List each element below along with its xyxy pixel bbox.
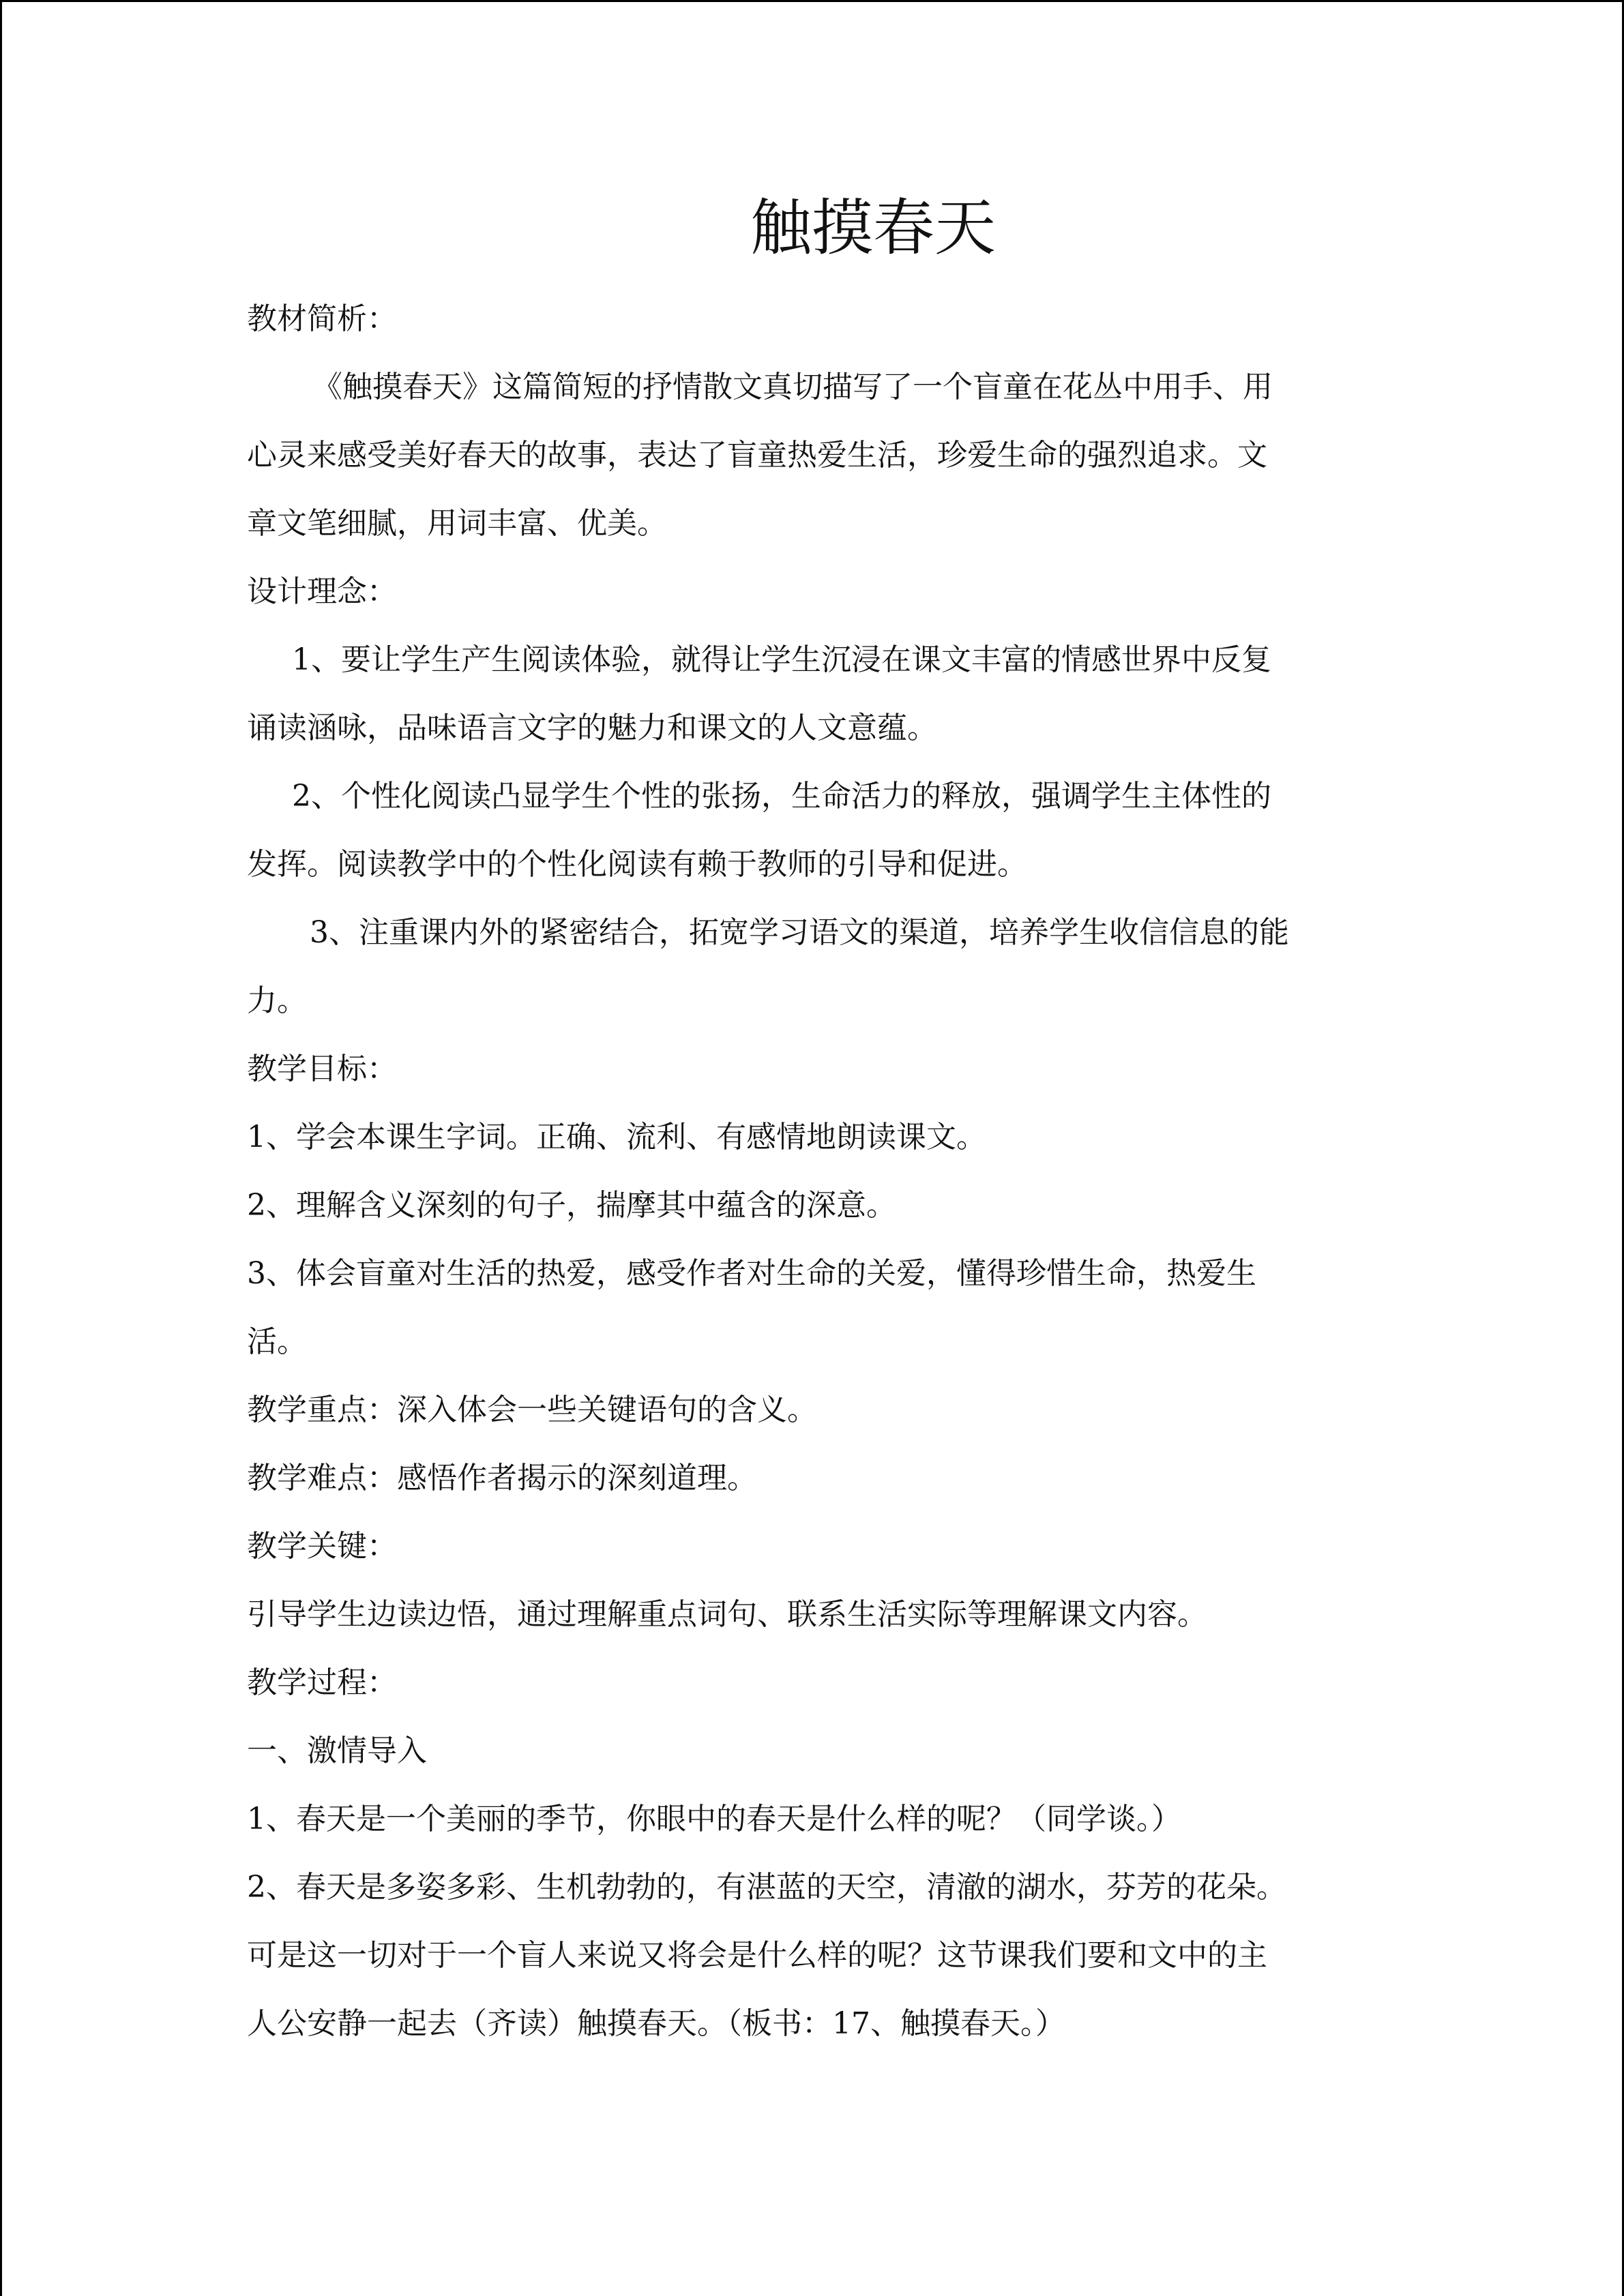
paragraph-line: 心灵来感受美好春天的故事，表达了盲童热爱生活，珍爱生命的强烈追求。文: [247, 438, 1267, 473]
section-heading-material-analysis: 教材简析：: [247, 301, 397, 336]
paragraph-line: 章文笔细腻，用词丰富、优美。: [247, 506, 667, 541]
page-border-top: [0, 0, 1624, 2]
document-title: 触摸春天: [750, 192, 996, 264]
paragraph-line: 1、要让学生产生阅读体验，就得让学生沉浸在课文丰富的情感世界中反复: [292, 642, 1271, 677]
paragraph-line: 发挥。阅读教学中的个性化阅读有赖于教师的引导和促进。: [247, 847, 1027, 882]
paragraph-line: 《触摸春天》这篇简短的抒情散文真切描写了一个盲童在花丛中用手、用: [312, 370, 1273, 404]
list-item: 2、春天是多姿多彩、生机勃勃的，有湛蓝的天空，清澈的湖水，芬芳的花朵。: [247, 1870, 1286, 1905]
section-heading-teaching-key: 教学关键：: [247, 1529, 397, 1564]
list-item: 1、春天是一个美丽的季节，你眼中的春天是什么样的呢？（同学谈。）: [247, 1802, 1181, 1836]
paragraph-line: 诵读涵咏，品味语言文字的魅力和课文的人文意蕴。: [247, 711, 937, 745]
paragraph-line: 活。: [247, 1324, 307, 1359]
paragraph-line: 人公安静一起去（齐读）触摸春天。（板书：17、触摸春天。）: [247, 2006, 1065, 2041]
subsection-heading-intro: 一、激情导入: [247, 1733, 427, 1768]
paragraph-line: 力。: [247, 983, 307, 1018]
section-heading-design-concept: 设计理念：: [247, 574, 397, 609]
paragraph-line: 2、个性化阅读凸显学生个性的张扬，生命活力的释放，强调学生主体性的: [292, 779, 1271, 814]
section-heading-teaching-process: 教学过程：: [247, 1665, 397, 1700]
paragraph-line: 引导学生边读边悟，通过理解重点词句、联系生活实际等理解课文内容。: [247, 1597, 1207, 1632]
page-border-left: [0, 0, 2, 2296]
document-body: [247, 285, 1386, 2058]
paragraph-line: 可是这一切对于一个盲人来说又将会是什么样的呢？这节课我们要和文中的主: [247, 1938, 1267, 1973]
paragraph-line: 3、注重课内外的紧密结合，拓宽学习语文的渠道，培养学生收信信息的能: [310, 915, 1289, 950]
section-heading-teaching-goals: 教学目标：: [247, 1052, 397, 1086]
list-item: 1、学会本课生字词。正确、流利、有感情地朗读课文。: [247, 1120, 986, 1154]
section-heading-key-point: 教学重点：深入体会一些关键语句的含义。: [247, 1392, 817, 1427]
list-item: 3、体会盲童对生活的热爱，感受作者对生命的关爱，懂得珍惜生命，热爱生: [247, 1256, 1256, 1291]
section-heading-difficulty: 教学难点：感悟作者揭示的深刻道理。: [247, 1461, 757, 1495]
list-item: 2、理解含义深刻的句子，揣摩其中蕴含的深意。: [247, 1188, 896, 1223]
